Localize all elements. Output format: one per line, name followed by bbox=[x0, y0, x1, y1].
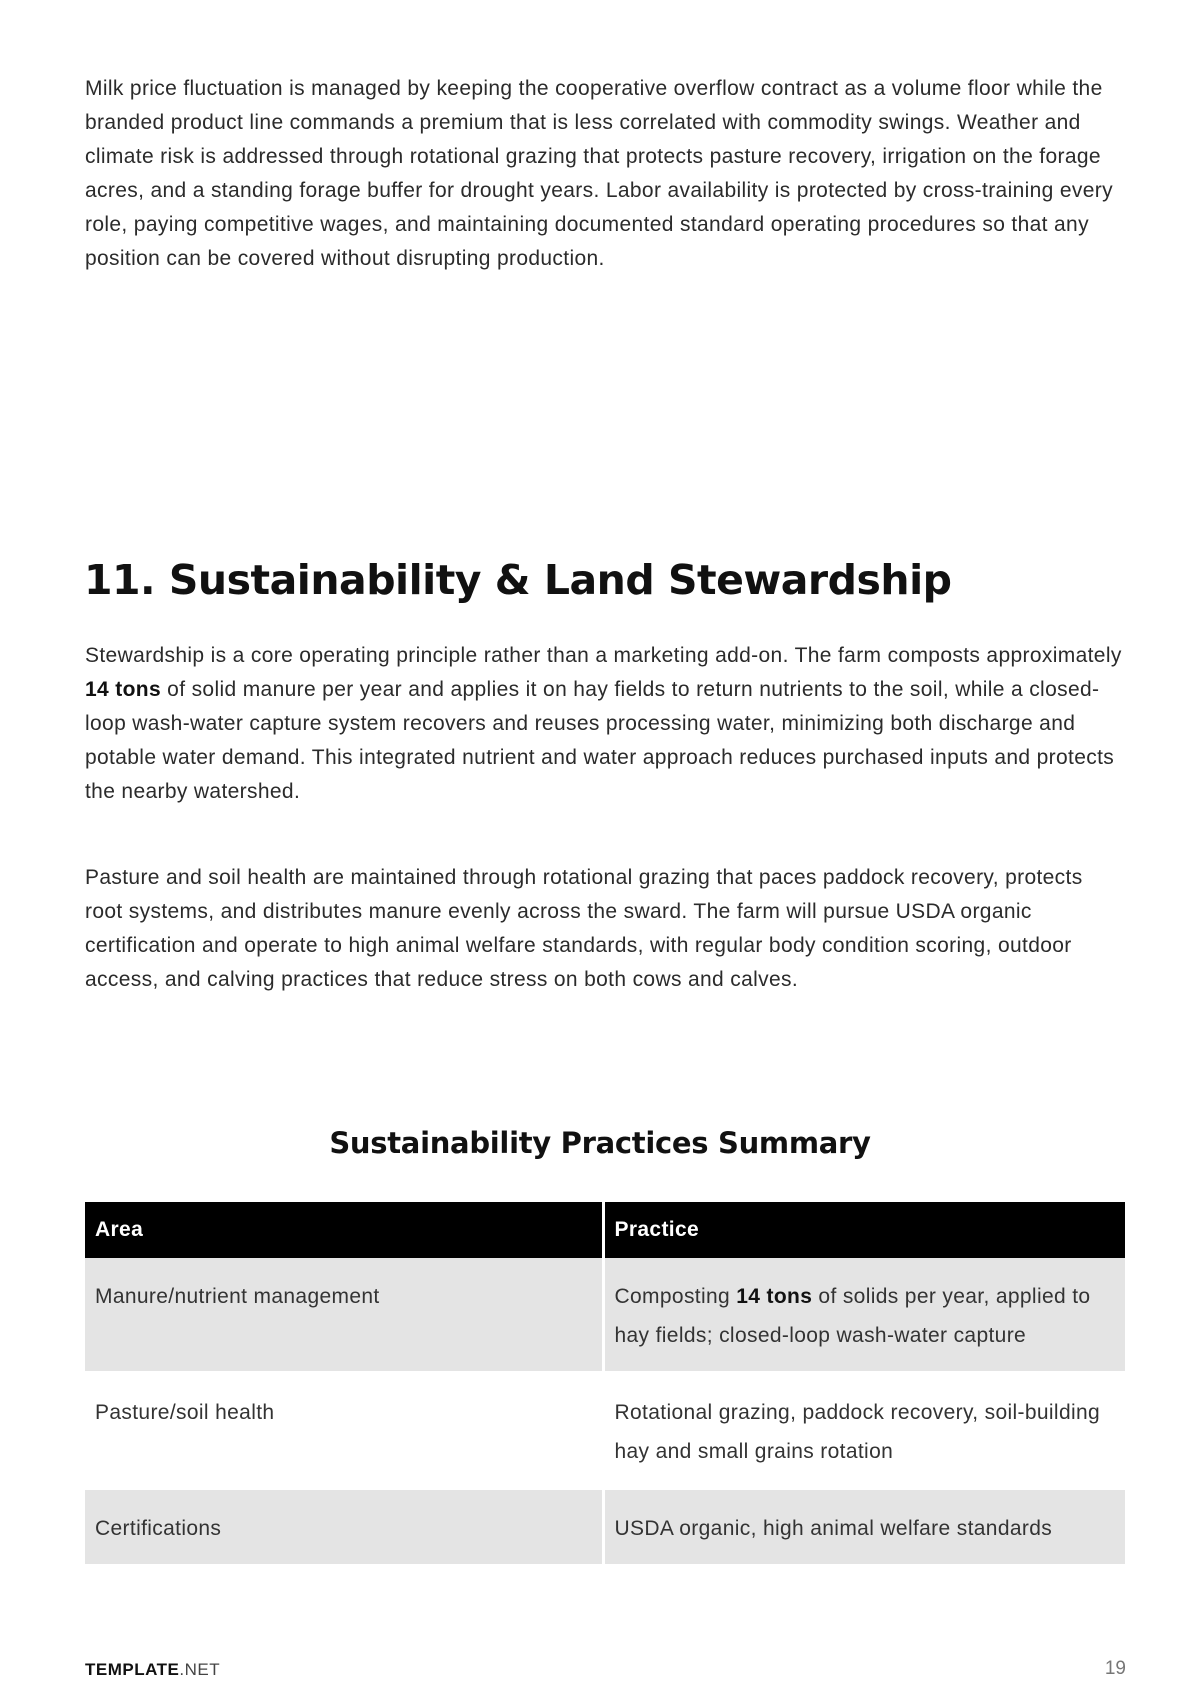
column-header-area: Area bbox=[85, 1202, 603, 1258]
table-header-row bbox=[85, 1202, 1125, 1258]
cell-practice: USDA organic, high animal welfare standards bbox=[603, 1489, 1125, 1566]
cell-practice bbox=[603, 1258, 1125, 1373]
table-title: Sustainability Practices Summary bbox=[329, 1126, 871, 1160]
intro-paragraph: Milk price fluctuation is managed by keeping the cooperative overflow contract as a volume floor while the branded product line commands a premium that is less correlated with commodity swings. Weather and climate risk is addressed through rotational grazing that protects pasture recovery, irrigation on the forage acres, and a standing forage buffer for drought years. Labor availability is protected by cross-training every role, paying competitive wages, and maintaining documented standard operating procedures so that any position can be covered without disrupting production. bbox=[85, 77, 1113, 270]
footer-brand-logo bbox=[85, 1660, 220, 1680]
cell-highlight: 14 tons bbox=[736, 1285, 813, 1308]
table-row bbox=[85, 1373, 1125, 1489]
page-number: 19 bbox=[1104, 1658, 1126, 1679]
brand-bold: TEMPLATE bbox=[85, 1660, 180, 1679]
paragraph-text: Stewardship is a core operating principle rather than a marketing add-on. The farm composts approximately bbox=[85, 644, 1122, 667]
section-paragraph-2: Pasture and soil health are maintained through rotational grazing that paces paddock recovery, protects root systems, and distributes manure evenly across the sward. The farm will pursue USDA organic certification and operate to high animal welfare standards, with regular body condition scoring, outdoor access, and calving practices that reduce stress on both cows and calves. bbox=[85, 866, 1083, 991]
paragraph-text: of solid manure per year and applies it on hay fields to return nutrients to the soil, while a closed-loop wash-water capture system recovers and reuses processing water, minimizing both discharge and potable water demand. This integrated nutrient and water approach reduces purchased inputs and protects the nearby watershed. bbox=[85, 678, 1115, 803]
cell-area: Pasture/soil health bbox=[85, 1373, 603, 1489]
paragraph-highlight: 14 tons bbox=[85, 678, 161, 701]
section-heading: 11. Sustainability & Land Stewardship bbox=[84, 556, 952, 604]
section-paragraph-1 bbox=[85, 639, 1125, 809]
cell-area: Manure/nutrient management bbox=[85, 1258, 603, 1373]
table-row bbox=[85, 1489, 1125, 1566]
sustainability-table bbox=[85, 1202, 1125, 1567]
cell-text: of solids per year, applied to hay fields; closed-loop wash-water capture bbox=[614, 1285, 1091, 1347]
column-header-practice: Practice bbox=[603, 1202, 1125, 1258]
table-row bbox=[85, 1258, 1125, 1373]
brand-light: .NET bbox=[179, 1660, 221, 1679]
cell-text: Composting bbox=[614, 1285, 737, 1308]
cell-practice: Rotational grazing, paddock recovery, soil-building hay and small grains rotation bbox=[603, 1373, 1125, 1489]
cell-area: Certifications bbox=[85, 1489, 603, 1566]
